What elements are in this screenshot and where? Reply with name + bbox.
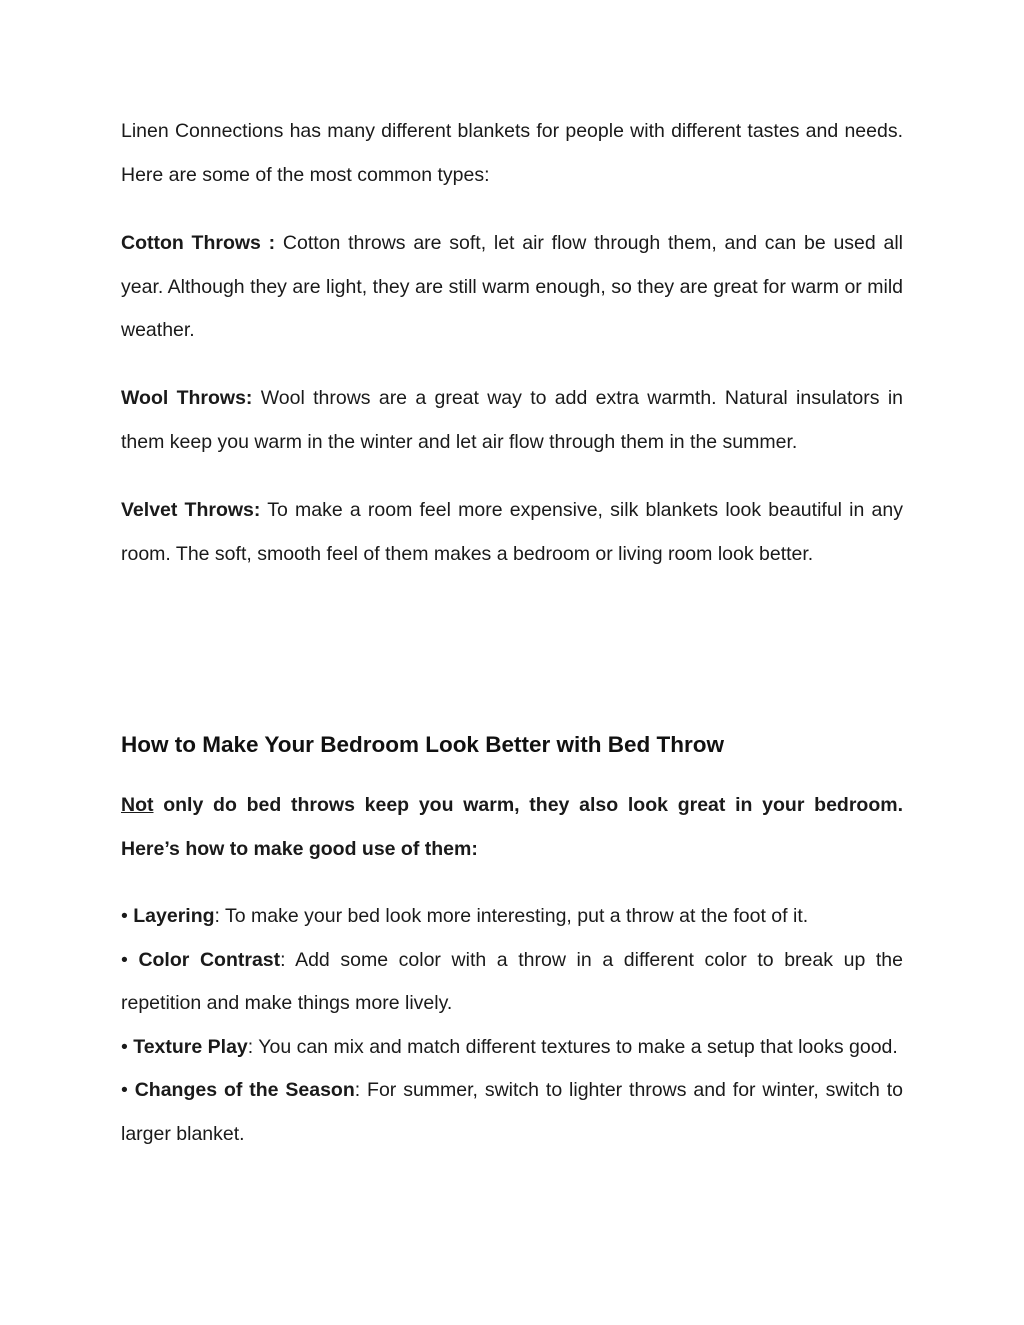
bullet-text: : You can mix and match different textures to make a setup that looks good. bbox=[247, 1035, 898, 1058]
tips-list bbox=[121, 895, 903, 1156]
bullet-term: Changes of the Season bbox=[134, 1079, 355, 1101]
bullet-marker: • bbox=[121, 905, 134, 927]
bullet-text: : Add some color with a throw in a different color to break up the repetition and make things more lively. bbox=[121, 948, 903, 1014]
bullet-text: : To make your bed look more interesting, put a throw at the foot of it. bbox=[214, 905, 809, 927]
bullet-term: Layering bbox=[133, 905, 215, 927]
list-item-texture-play bbox=[121, 1026, 903, 1070]
bullet-marker: • bbox=[121, 1079, 135, 1101]
cotton-throws-term: Cotton Throws : bbox=[121, 232, 276, 254]
section-heading: How to Make Your Bedroom Look Better with Bed Throw bbox=[121, 732, 724, 757]
section-lead-paragraph bbox=[121, 784, 903, 871]
velvet-throws-term: Velvet Throws: bbox=[121, 499, 261, 521]
bullet-marker: • bbox=[121, 948, 139, 971]
list-item-color-contrast bbox=[121, 939, 903, 1026]
wool-throws-text: Wool throws are a great way to add extra warmth. Natural insulators in them keep you warm in the winter and let air flow through them in the summer. bbox=[121, 387, 903, 453]
lead-rest-text: only do bed throws keep you warm, they also look great in your bedroom. Here’s how to make good use of them: bbox=[121, 794, 903, 860]
bullet-text: : For summer, switch to lighter throws and for winter, switch to larger blanket. bbox=[121, 1079, 903, 1145]
bullet-term: Texture Play bbox=[133, 1035, 248, 1058]
cotton-throws-paragraph bbox=[121, 222, 903, 353]
wool-throws-term: Wool Throws: bbox=[121, 387, 253, 409]
velvet-throws-text: To make a room feel more expensive, silk blankets look beautiful in any room. The soft, smooth feel of them makes a bedroom or living room look better. bbox=[121, 499, 903, 565]
wool-throws-paragraph bbox=[121, 377, 903, 464]
intro-paragraph: Linen Connections has many different blankets for people with different tastes and needs. Here are some of the most common types: bbox=[121, 120, 903, 186]
lead-underlined-word: Not bbox=[121, 794, 154, 816]
cotton-throws-text: Cotton throws are soft, let air flow through them, and can be used all year. Although they are light, they are still warm enough, so they are great for warm or mild weather. bbox=[121, 232, 904, 341]
bullet-marker: • bbox=[121, 1035, 134, 1058]
list-item-layering bbox=[121, 895, 903, 939]
velvet-throws-paragraph bbox=[121, 489, 903, 576]
bullet-term: Color Contrast bbox=[138, 948, 281, 971]
list-item-changes-of-season bbox=[121, 1069, 903, 1156]
